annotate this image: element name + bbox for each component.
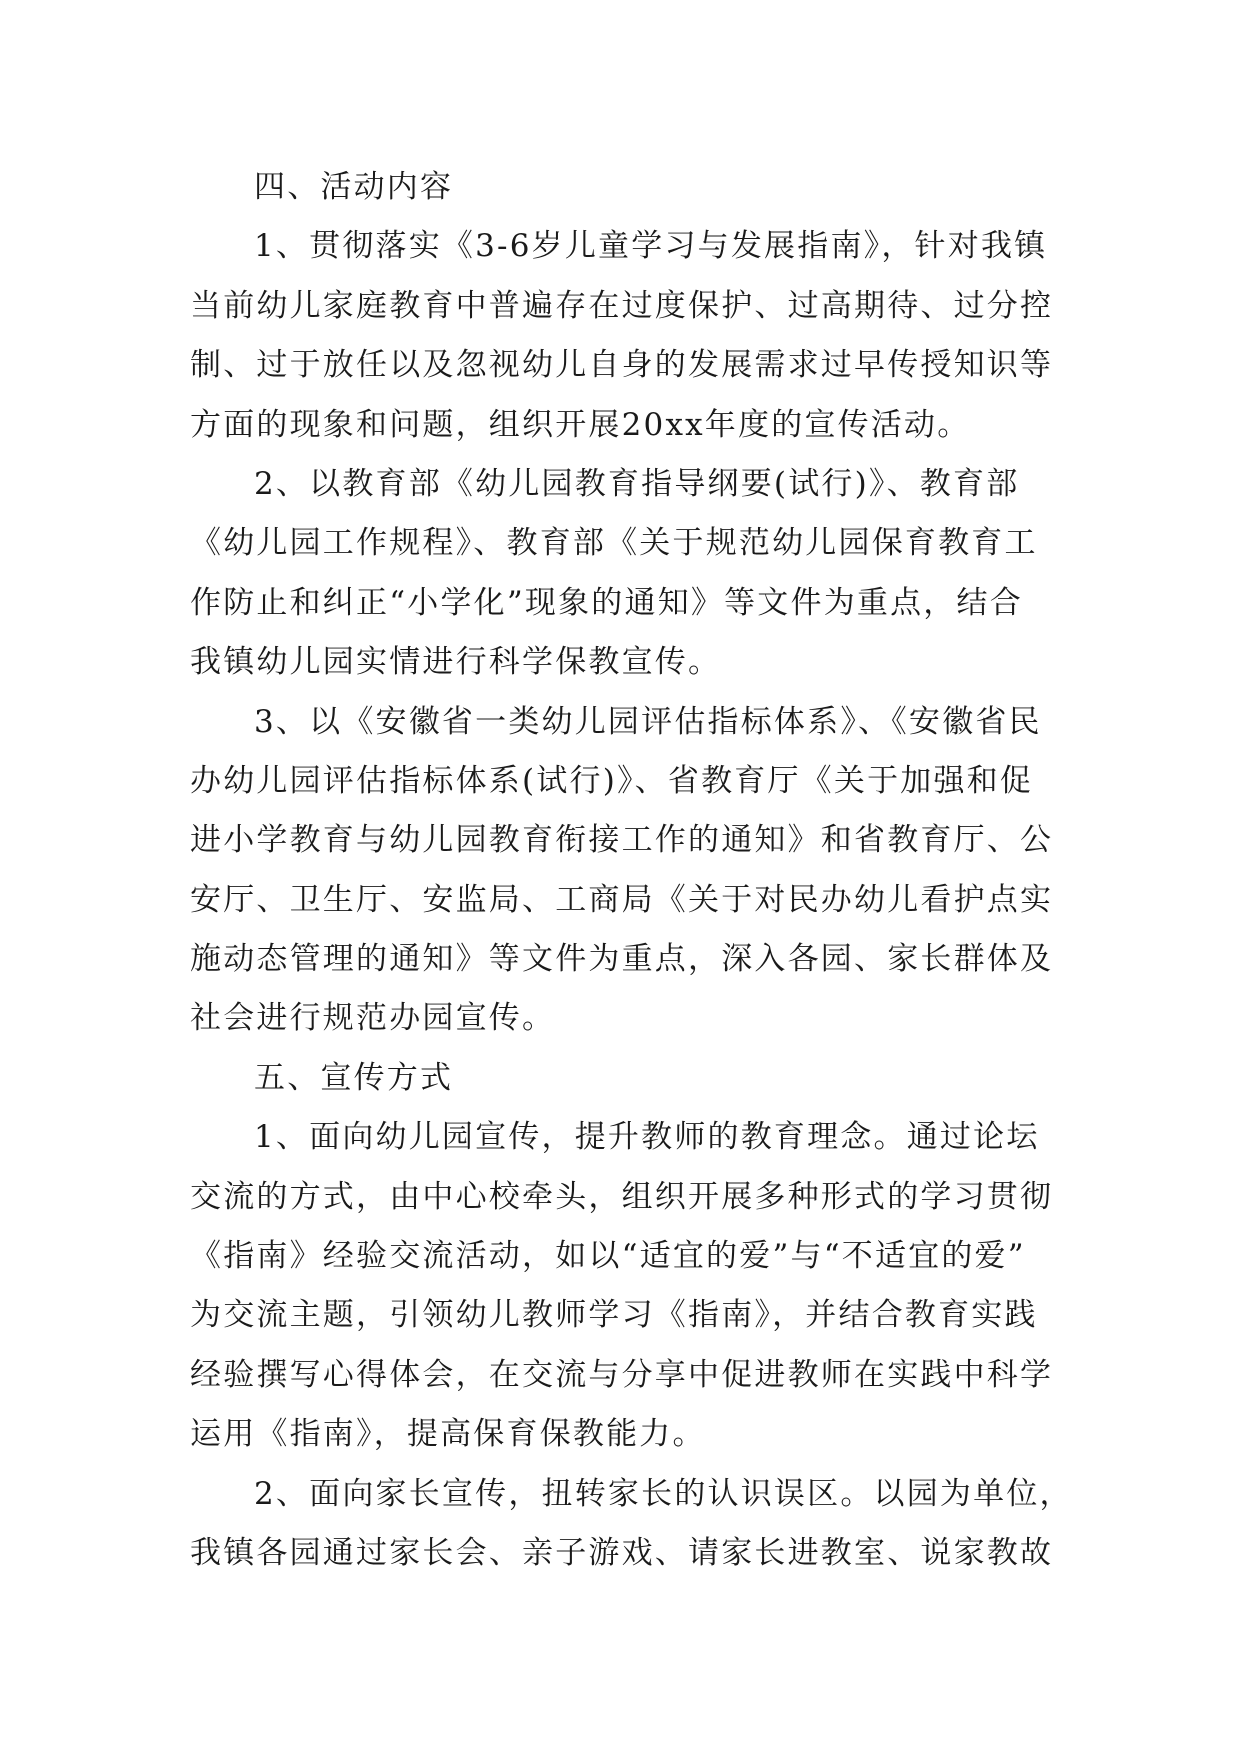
paragraph-line: 当前幼儿家庭教育中普遍存在过度保护、过高期待、过分控 bbox=[190, 287, 1054, 324]
paragraph-line: 2、面向家长宣传，扭转家长的认识误区。以园为单位， bbox=[254, 1475, 1073, 1512]
paragraph-line: 《指南》经验交流活动，如以“适宜的爱”与“不适宜的爱” bbox=[190, 1238, 1026, 1275]
paragraph-line: 《幼儿园工作规程》、教育部《关于规范幼儿园保育教育工 bbox=[190, 525, 1038, 562]
paragraph-line: 我镇各园通过家长会、亲子游戏、请家长进教室、说家教故 bbox=[190, 1534, 1054, 1571]
paragraph-line: 施动态管理的通知》等文件为重点，深入各园、家长群体及 bbox=[190, 941, 1054, 978]
paragraph-line: 1、面向幼儿园宣传，提升教师的教育理念。通过论坛 bbox=[254, 1119, 1040, 1156]
paragraph-line: 2、以教育部《幼儿园教育指导纲要(试行)》、教育部 bbox=[254, 465, 1020, 502]
paragraph-line: 制、过于放任以及忽视幼儿自身的发展需求过早传授知识等 bbox=[190, 347, 1054, 384]
paragraph-line: 交流的方式，由中心校牵头，组织开展多种形式的学习贯彻 bbox=[190, 1178, 1054, 1215]
paragraph-line: 作防止和纠正“小学化”现象的通知》等文件为重点，结合 bbox=[190, 584, 1023, 621]
paragraph-line: 进小学教育与幼儿园教育衔接工作的通知》和省教育厅、公 bbox=[190, 822, 1054, 859]
paragraph-line: 我镇幼儿园实情进行科学保教宣传。 bbox=[190, 644, 722, 681]
section-heading-activity-content: 四、活动内容 bbox=[254, 169, 454, 205]
paragraph-line: 经验撰写心得体会，在交流与分享中促进教师在实践中科学 bbox=[190, 1356, 1054, 1393]
section-heading-publicity-methods: 五、宣传方式 bbox=[254, 1059, 454, 1096]
paragraph-line: 社会进行规范办园宣传。 bbox=[190, 1000, 556, 1037]
paragraph-line: 安厅、卫生厅、安监局、工商局《关于对民办幼儿看护点实 bbox=[190, 881, 1054, 918]
paragraph-line: 1、贯彻落实《3-6岁儿童学习与发展指南》，针对我镇 bbox=[254, 228, 1048, 265]
paragraph-line: 运用《指南》，提高保育保教能力。 bbox=[190, 1416, 706, 1453]
paragraph-line: 办幼儿园评估指标体系(试行)》、省教育厅《关于加强和促 bbox=[190, 762, 1034, 799]
document-body bbox=[190, 158, 1073, 1583]
paragraph-line: 为交流主题，引领幼儿教师学习《指南》，并结合教育实践 bbox=[190, 1297, 1038, 1334]
paragraph-line: 方面的现象和问题，组织开展20xx年度的宣传活动。 bbox=[190, 406, 971, 443]
paragraph-line: 3、以《安徽省一类幼儿园评估指标体系》、《安徽省民 bbox=[254, 703, 1042, 740]
